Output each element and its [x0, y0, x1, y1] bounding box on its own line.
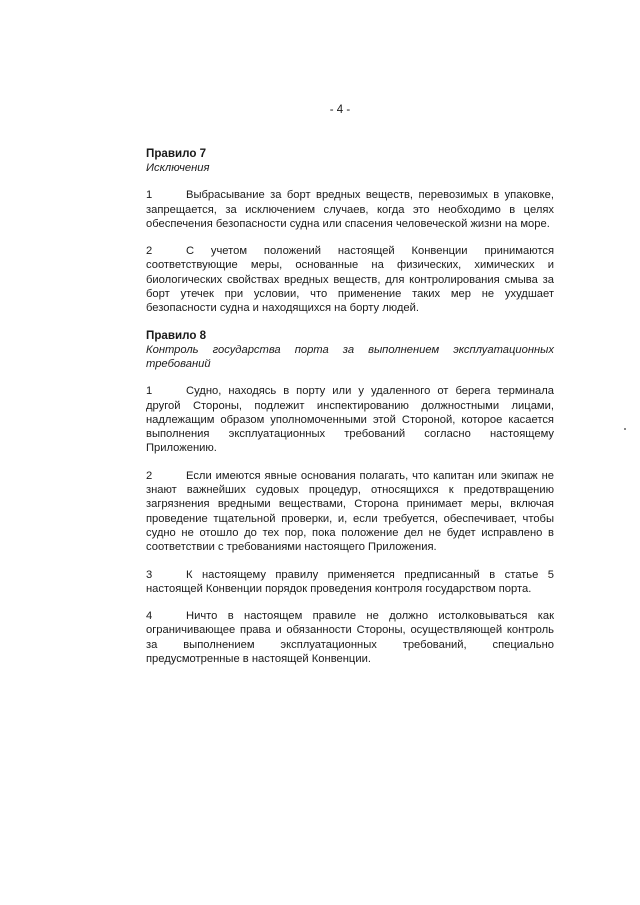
rule-subtitle: Исключения [146, 162, 210, 174]
paragraph [146, 568, 554, 597]
paragraph-text: К настоящему правилу применяется предписанный в статье 5 настоящей Конвенции порядок проведения контроля государством порта. [146, 568, 554, 595]
paragraph-text: Ничто в настоящем правиле не должно истолковываться как ограничивающее права и обязанности Стороны, осуществляющей контроль за выполнением эксплуатационных требований, специально предусмотренные в настоящей Конвенции. [146, 610, 554, 666]
paragraph [146, 609, 554, 666]
paragraph [146, 384, 554, 455]
rule-title: Правило 7 [146, 147, 207, 160]
paragraph-text: С учетом положений настоящей Конвенции принимаются соответствующие меры, основанные на физических, химических и биологических свойствах вредных веществ, для контролирования смыва за борт утечек при условии, что применение таких мер не ухудшает безопасности судна и находящихся на борту людей. [146, 245, 554, 315]
paragraph [146, 188, 554, 231]
paragraph-number: 1 [146, 189, 153, 202]
paragraph-number: 4 [146, 610, 153, 623]
rule-title: Правило 8 [146, 328, 207, 342]
rule-7-section [146, 147, 554, 316]
paragraph-text: Судно, находясь в порту или у удаленного от берега терминала другой Стороны, подлежит инспектированию должностными лицами, надлежащим образом уполномоченными этой Стороной, которое касается выполнения эксплуатационных требований согласно настоящему Приложению. [146, 385, 554, 455]
paragraph-text: Выбрасывание за борт вредных веществ, перевозимых в упаковке, запрещается, за исключением случаев, когда это необходимо в целях обеспечения безопасности судна или спасения человеческой жизни на море. [146, 189, 554, 230]
paragraph [146, 244, 554, 315]
paragraph-number: 1 [146, 385, 153, 398]
paragraph-number: 2 [146, 245, 153, 258]
paragraph-number: 3 [146, 568, 153, 581]
rule-subtitle: Контроль государства порта за выполнением эксплуатационных требований [146, 343, 554, 370]
scan-speck [624, 428, 626, 430]
document-body [146, 147, 554, 679]
page-number: - 4 - [329, 104, 351, 116]
paragraph [146, 469, 554, 555]
rule-8-section [146, 329, 554, 667]
paragraph-text: Если имеются явные основания полагать, что капитан или экипаж не знают важнейших судовых процедур, относящихся к предотвращению загрязнения вредными веществами, Сторона принимает меры, включая проведение тщательной проверки, и, если требуется, обеспечивает, чтобы судно не отошло до тех пор, пока положение дел не будет исправлено в соответствии с требованиями настоящего Приложения. [146, 469, 554, 554]
paragraph-number: 2 [146, 469, 153, 482]
